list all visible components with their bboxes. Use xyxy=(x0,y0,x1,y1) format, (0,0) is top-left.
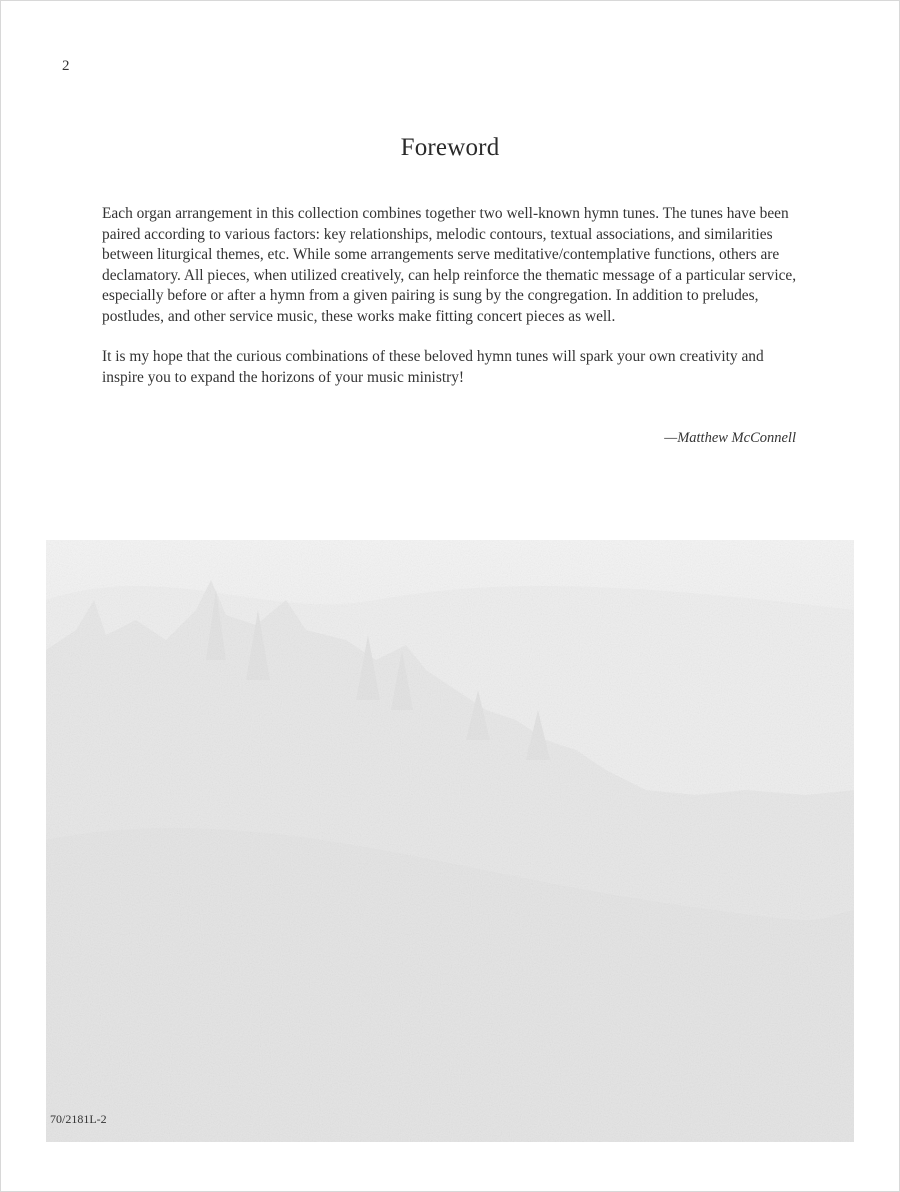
author-signature: —Matthew McConnell xyxy=(664,430,796,446)
foreword-body xyxy=(102,204,802,408)
page-number: 2 xyxy=(62,58,70,74)
paragraph-1: Each organ arrangement in this collection combines together two well-known hymn tunes. The tunes have been paired according to various factors: key relationships, melodic contours, textual associations, and similarities between liturgical themes, etc. While some arrangements serve meditative/contemplative functions, others are declamatory. All pieces, when utilized creatively, can help reinforce the thematic message of a particular service, especially before or after a hymn from a given pairing is sung by the congregation. In addition to preludes, postludes, and other service music, these works make fitting concert pieces as well. xyxy=(102,205,797,325)
paragraph-2: It is my hope that the curious combinations of these beloved hymn tunes will spark your own creativity and inspire you to expand the horizons of your music ministry! xyxy=(102,348,764,386)
catalog-number: 70/2181L-2 xyxy=(50,1112,107,1126)
landscape-background-image xyxy=(46,540,854,1142)
page-title: Foreword xyxy=(400,134,500,161)
